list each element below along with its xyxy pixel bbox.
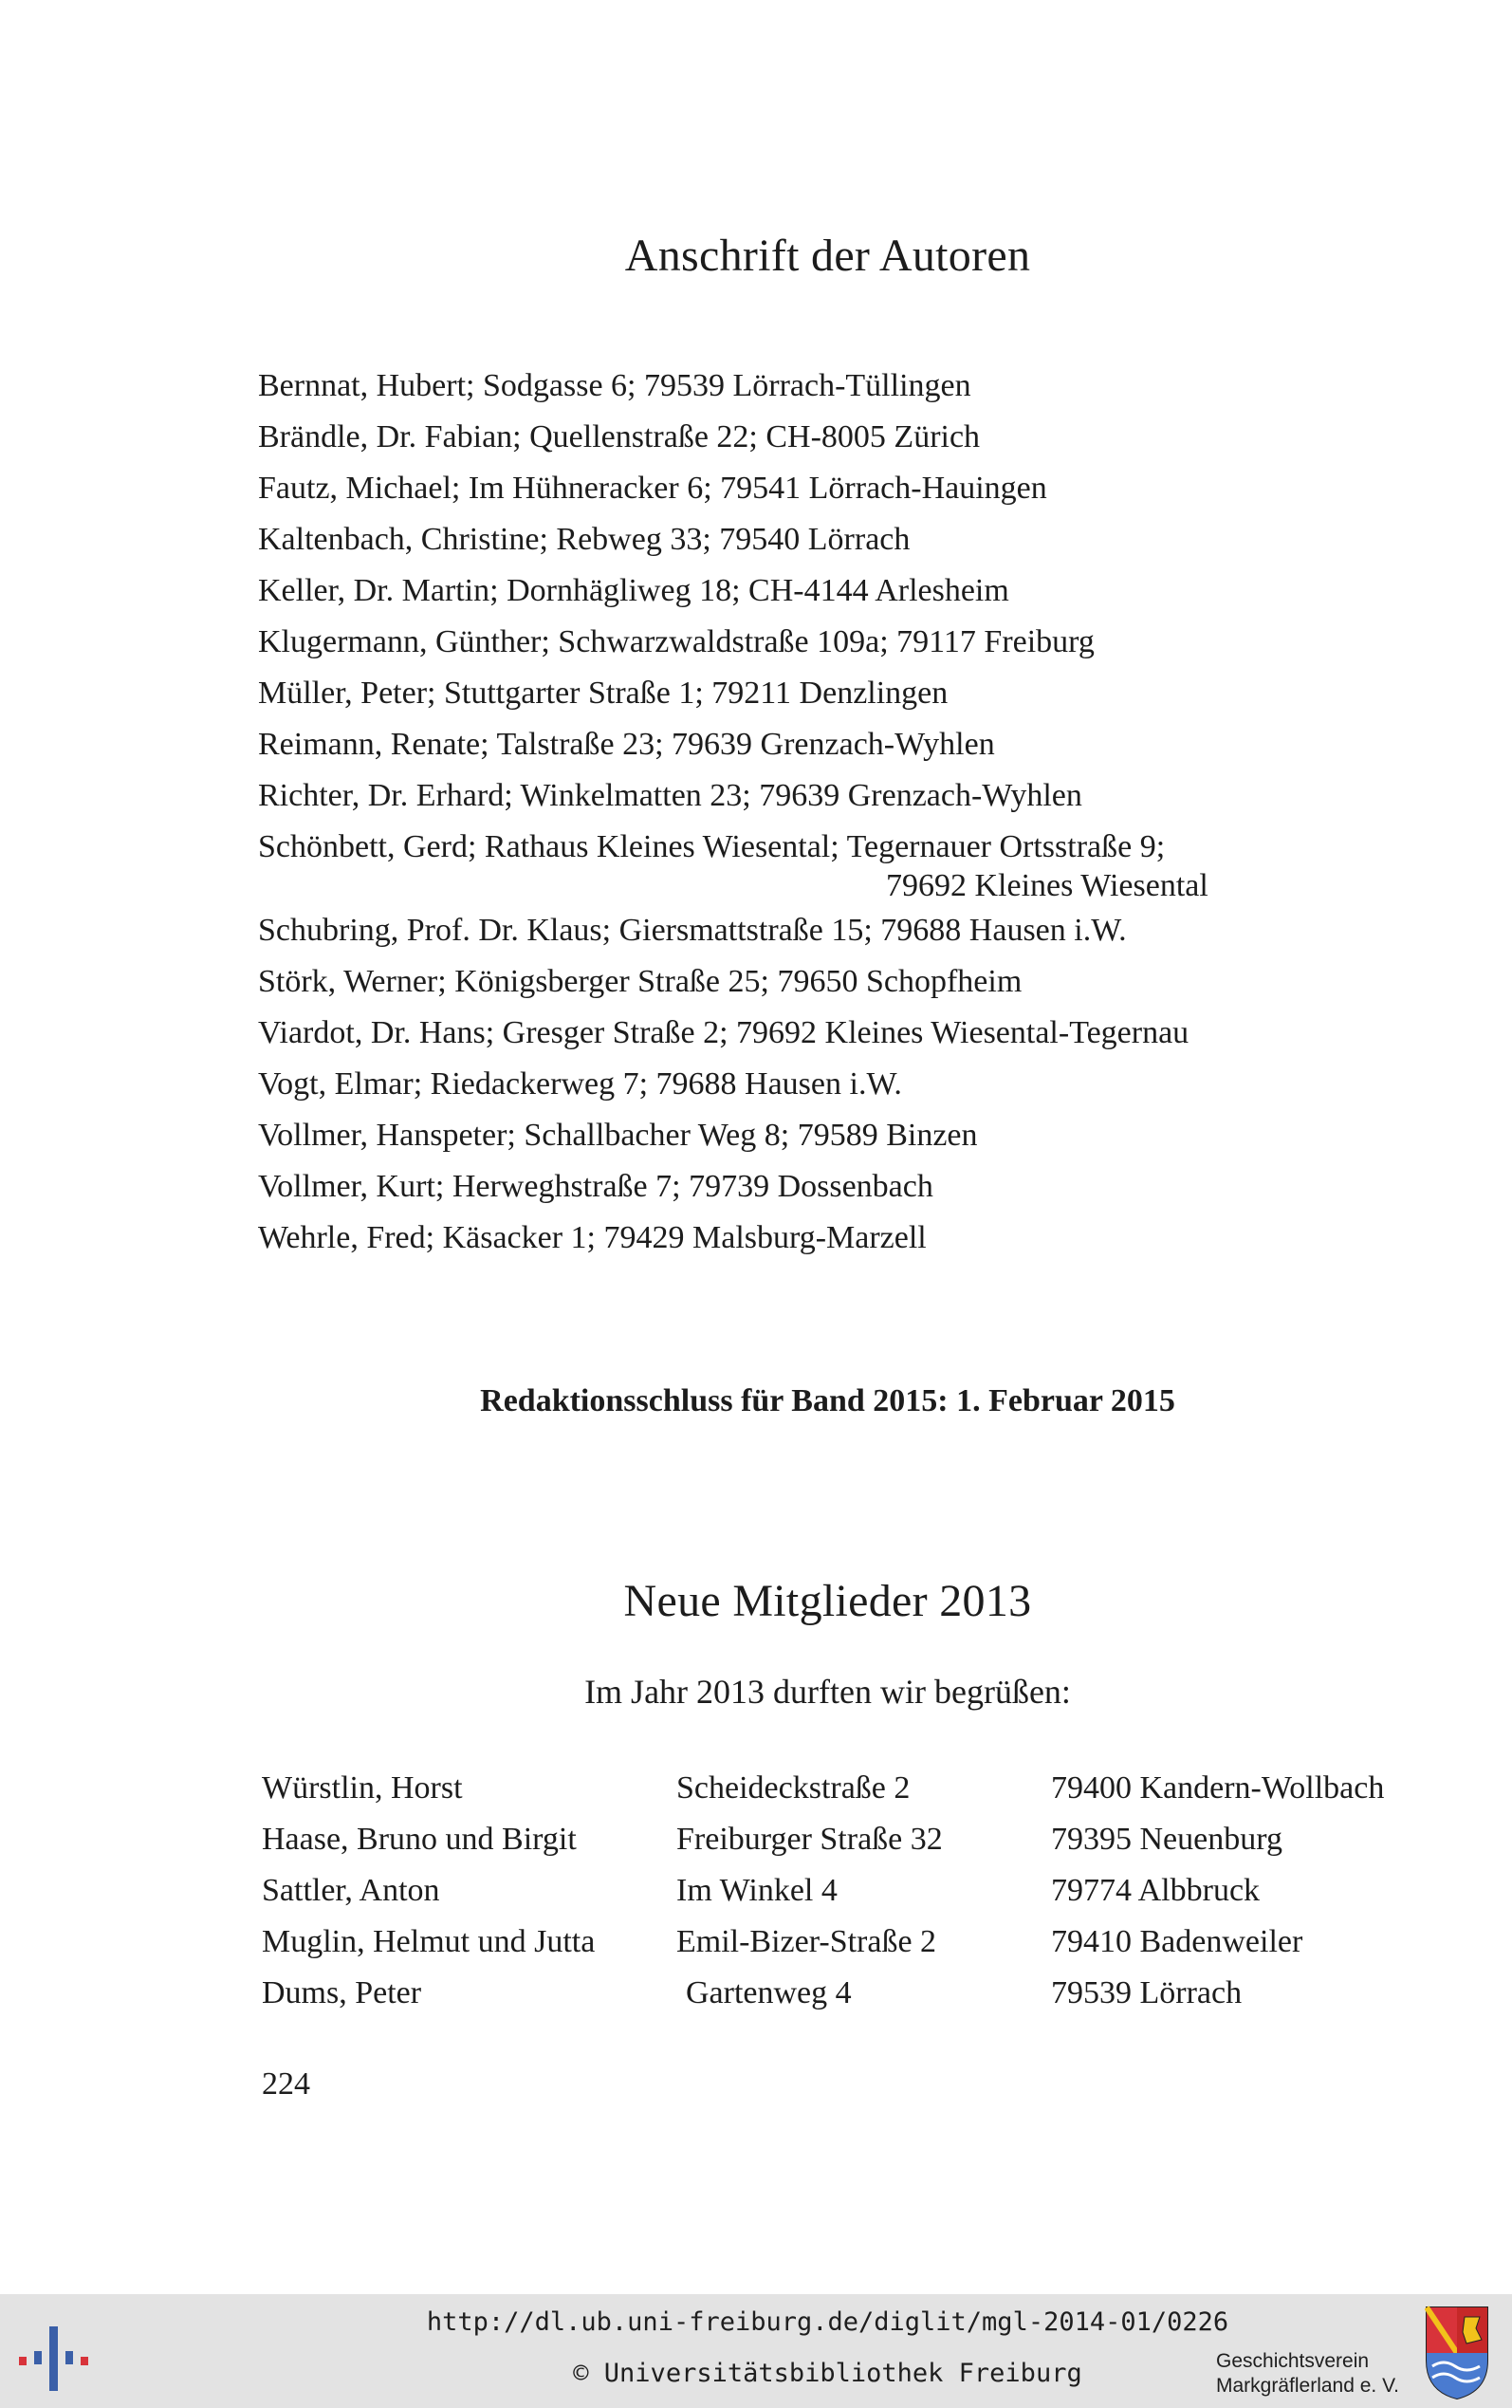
new-members-table xyxy=(262,1763,1384,2019)
author-entry-line: Schönbett, Gerd; Rathaus Kleines Wiesental; Tegernauer Ortsstraße 9; xyxy=(258,829,1166,864)
author-entry: Reimann, Renate; Talstraße 23; 79639 Grenzach-Wyhlen xyxy=(258,727,995,762)
member-name: Würstlin, Horst xyxy=(262,1770,463,1806)
new-members-title: Neue Mitglieder 2013 xyxy=(623,1576,1032,1626)
table-row xyxy=(262,1763,1384,1814)
society-name xyxy=(1216,2349,1425,2399)
author-entry: Wehrle, Fred; Käsacker 1; 79429 Malsburg-Marzell xyxy=(258,1220,927,1255)
member-street: Freiburger Straße 32 xyxy=(676,1822,943,1857)
table-row xyxy=(262,1865,1384,1917)
member-name: Sattler, Anton xyxy=(262,1873,440,1908)
editorial-deadline: Redaktionsschluss für Band 2015: 1. Februar 2015 xyxy=(480,1383,1175,1418)
author-entry-continuation: 79692 Kleines Wiesental xyxy=(886,868,1208,903)
author-entry: Brändle, Dr. Fabian; Quellenstraße 22; CH-8005 Zürich xyxy=(258,419,981,454)
author-entry: Vollmer, Hanspeter; Schallbacher Weg 8; 79589 Binzen xyxy=(258,1118,978,1153)
author-entry: Keller, Dr. Martin; Dornhägliweg 18; CH-4144 Arlesheim xyxy=(258,573,1009,608)
author-entry: Fautz, Michael; Im Hühneracker 6; 79541 Lörrach-Hauingen xyxy=(258,471,1047,506)
footer-url-link[interactable]: http://dl.ub.uni-freiburg.de/diglit/mgl-2014-01/0226 xyxy=(426,2307,1229,2337)
member-street: Gartenweg 4 xyxy=(686,1975,852,2010)
author-entry: Kaltenbach, Christine; Rebweg 33; 79540 Lörrach xyxy=(258,522,911,557)
member-city: 79410 Badenweiler xyxy=(1051,1924,1303,1959)
author-entry: Schubring, Prof. Dr. Klaus; Giersmattstraße 15; 79688 Hausen i.W. xyxy=(258,913,1127,948)
table-row xyxy=(262,1917,1384,1968)
author-entry: Richter, Dr. Erhard; Winkelmatten 23; 79639 Grenzach-Wyhlen xyxy=(258,778,1082,813)
member-name: Muglin, Helmut und Jutta xyxy=(262,1924,596,1959)
member-name: Dums, Peter xyxy=(262,1975,422,2010)
member-street: Scheideckstraße 2 xyxy=(676,1770,911,1806)
footer-copyright: © Universitätsbibliothek Freiburg xyxy=(573,2359,1082,2388)
author-entry: Klugermann, Günther; Schwarzwaldstraße 109a; 79117 Freiburg xyxy=(258,624,1095,659)
author-entry: Vogt, Elmar; Riedackerweg 7; 79688 Hausen i.W. xyxy=(258,1066,902,1102)
author-entry: Vollmer, Kurt; Herweghstraße 7; 79739 Dossenbach xyxy=(258,1169,933,1204)
footer-bar xyxy=(0,2294,1512,2408)
author-entry: Bernnat, Hubert; Sodgasse 6; 79539 Lörrach-Tüllingen xyxy=(258,368,971,403)
coat-of-arms-icon xyxy=(1425,2306,1489,2400)
table-row xyxy=(262,1814,1384,1865)
member-city: 79400 Kandern-Wollbach xyxy=(1051,1770,1385,1806)
member-street: Im Winkel 4 xyxy=(676,1873,838,1908)
table-row xyxy=(262,1968,1384,2019)
author-entry-multiline xyxy=(258,822,1208,905)
author-entry: Viardot, Dr. Hans; Gresger Straße 2; 79692 Kleines Wiesental-Tegernau xyxy=(258,1015,1189,1050)
member-street: Emil-Bizer-Straße 2 xyxy=(676,1924,937,1959)
author-entry: Störk, Werner; Königsberger Straße 25; 79650 Schopfheim xyxy=(258,964,1023,999)
page-number: 224 xyxy=(262,2066,310,2102)
society-name-line1: Geschichtsverein xyxy=(1216,2350,1370,2372)
authors-title: Anschrift der Autoren xyxy=(624,231,1031,281)
author-list xyxy=(258,361,1208,1264)
member-city: 79395 Neuenburg xyxy=(1051,1822,1282,1857)
author-entry: Müller, Peter; Stuttgarter Straße 1; 79211 Denzlingen xyxy=(258,676,949,711)
member-city: 79774 Albbruck xyxy=(1051,1873,1261,1908)
new-members-intro: Im Jahr 2013 durften wir begrüßen: xyxy=(584,1673,1071,1711)
member-city: 79539 Lörrach xyxy=(1051,1975,1243,2010)
society-name-line2: Markgräflerland e. V. xyxy=(1216,2375,1399,2397)
member-name: Haase, Bruno und Birgit xyxy=(262,1822,577,1857)
